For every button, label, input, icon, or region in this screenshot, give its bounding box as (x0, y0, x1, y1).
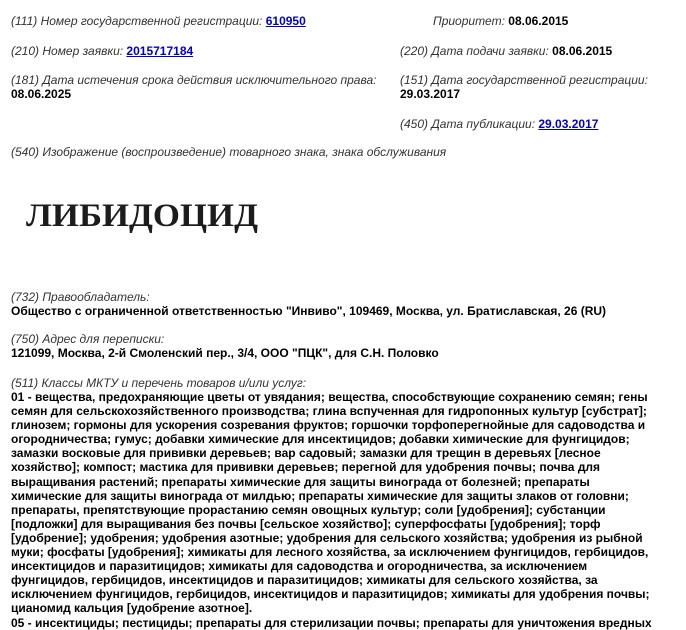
trademark-word: ЛИБИДОЦИД (26, 198, 259, 234)
priority-row (433, 14, 568, 28)
trademark-svg (20, 190, 290, 250)
expiry-label: Дата истечения срока действия исключительного права: (42, 73, 377, 87)
application-number-row (11, 44, 193, 58)
holder-label: Правообладатель: (42, 290, 150, 304)
classes-code: (511) (11, 376, 39, 390)
goods-line: 01 - вещества, предохраняющие цветы от увядания; вещества, способствующие сохранению семян; гены (11, 390, 648, 404)
registration-date-block (400, 73, 648, 101)
goods-line: глинозем; гормоны для ускорения созревания фруктов; горшочки торфоперегнойные для садоводства и (11, 418, 646, 433)
reg-number-code: (111) (11, 14, 38, 28)
goods-line: 05 - инсектициды; пестициды; препараты для стерилизации почвы; препараты для уничтожения вредных (11, 615, 652, 630)
expiry-code: (181) (11, 73, 40, 87)
reg-number-label: Номер государственной регистрации: (40, 14, 263, 28)
image-section-label: Изображение (воспроизведение) товарного знака, знака обслуживания (42, 145, 447, 159)
holder-block (11, 290, 606, 318)
holder-value: Общество с ограниченной ответственностью "Инвиво", 109469, Москва, ул. Братиславская, 26 (RU) (11, 304, 607, 318)
publication-date-link[interactable]: 29.03.2017 (538, 117, 599, 131)
goods-line: цианомид кальция [удобрение азотное]. (11, 601, 253, 616)
image-section-code: (540) (11, 145, 40, 159)
goods-line: муки; фосфаты [удобрения]; химикаты для лесного хозяйства, за исключением фунгицидов, гербицидов, (11, 545, 649, 560)
reg-number-link[interactable]: 610950 (265, 14, 306, 28)
classes-header-row (11, 376, 306, 390)
goods-line: замазки восковые для прививки деревьев; вар садовый; замазки для трещин в деревьях [лесное (11, 446, 601, 461)
correspondence-value: 121099, Москва, 2-й Смоленский пер., 3/4, ООО "ПЦК", для С.Н. Половко (11, 346, 439, 360)
priority-label: Приоритет: (433, 14, 505, 28)
registration-date-code: (151) (400, 73, 429, 87)
classes-label: Классы МКТУ и перечень товаров и/или услуг: (41, 376, 307, 390)
goods-line: инсектицидов и паразитицидов; химикаты для садоводства и огородничества, за исключением (11, 559, 588, 574)
goods-line: исключением фунгицидов, гербицидов, инсектицидов и паразитицидов; химикаты для удобрения почвы; (11, 587, 650, 602)
filing-date-label: Дата подачи заявки: (431, 44, 549, 58)
expiry-block (11, 73, 376, 101)
filing-date-code: (220) (400, 44, 429, 58)
goods-line: [подложки] для выращивания без почвы [сельское хозяйство]; суперфосфаты [удобрения]; торф (11, 516, 601, 531)
filing-date-row (400, 44, 612, 58)
publication-date-label: Дата публикации: (431, 117, 536, 131)
registration-date-label: Дата государственной регистрации: (431, 73, 648, 87)
correspondence-label: Адрес для переписки: (42, 332, 165, 346)
classes-goods-list (11, 390, 671, 630)
application-number-link[interactable]: 2015717184 (126, 44, 194, 58)
publication-date-row (400, 117, 598, 131)
correspondence-block (11, 332, 439, 360)
goods-line: [удобрение]; удобрения; удобрения азотные; удобрения для сельского хозяйства; удобрения из рыбной (11, 530, 643, 545)
goods-line: выращивания растений; препараты химические для защиты винограда от болезней; препараты (11, 474, 590, 489)
expiry-value: 08.06.2025 (11, 87, 72, 101)
holder-code: (732) (11, 290, 40, 304)
goods-line: препараты, препятствующие прорастанию семян овощных культур; соли [удобрения]; субстанции (11, 502, 606, 517)
priority-value: 08.06.2015 (508, 14, 569, 28)
goods-line: семян для сельскохозяйственного производства; глина вспученная для гидропонных культур [субстрат]; (11, 404, 647, 419)
trademark-image (20, 190, 290, 250)
reg-number-row (11, 14, 306, 28)
registration-date-value: 29.03.2017 (400, 87, 461, 101)
application-number-code: (210) (11, 44, 40, 58)
goods-line: фунгицидов, гербицидов, инсектицидов и паразитицидов; химикаты для сельского хозяйства, за (11, 573, 598, 588)
goods-line: хозяйство]; компост; мастика для прививки деревьев; перегной для удобрения почвы; почва для (11, 460, 601, 475)
image-section-row (11, 145, 446, 159)
goods-line: химические для защиты винограда от милдью; препараты химические для защиты злаков от головни; (11, 488, 629, 503)
filing-date-value: 08.06.2015 (552, 44, 613, 58)
application-number-label: Номер заявки: (42, 44, 124, 58)
goods-line: огородничества; гумус; добавки химические для инсектицидов; добавки химические для фунгицидов; (11, 432, 630, 447)
correspondence-code: (750) (11, 332, 40, 346)
publication-date-code: (450) (400, 117, 429, 131)
